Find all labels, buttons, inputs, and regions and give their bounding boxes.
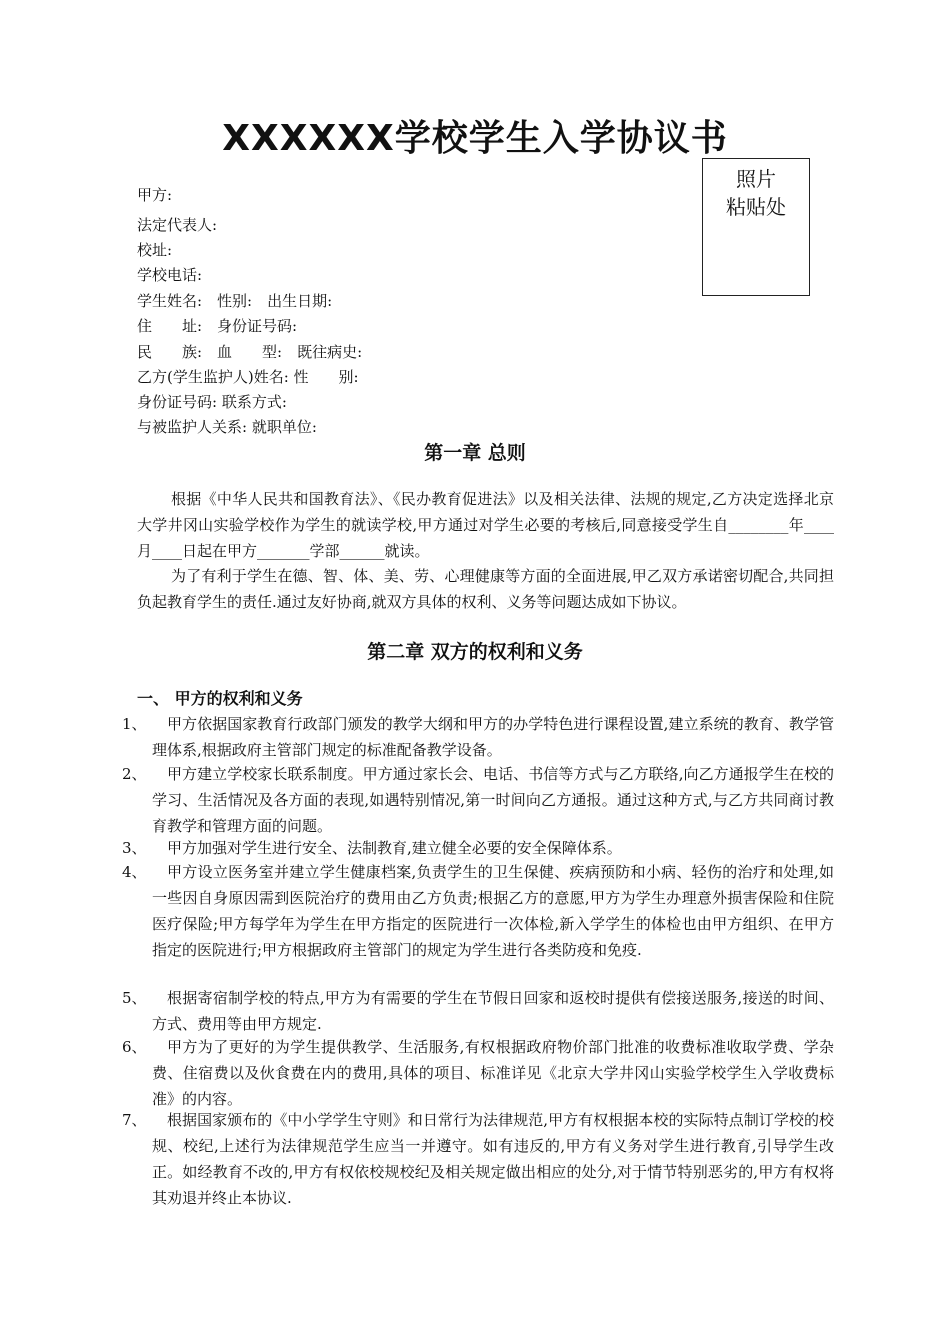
chapter-2-title: 第二章 双方的权利和义务 [367,641,583,663]
item-text: 甲方为了更好的为学生提供教学、生活服务,有权根据政府物价部门批准的收费标准收取学费、学杂费、住宿费以及伙食费在内的费用,具体的项目、标准详见《北京大学井冈山实验学校学生入学收费标准》的内容。 [152,1038,834,1108]
info-line: 校址: [137,241,173,259]
item-text: 甲方设立医务室并建立学生健康档案,负责学生的卫生保健、疾病预防和小病、轻伤的治疗和处理,如一些因自身原因需到医院治疗的费用由乙方负责;根据乙方的意愿,甲方为学生办理意外损害保险和住院医疗保险;甲方每学年为学生在甲方指定的医院进行一次体检,新入学学生的体检也由甲方组织、在甲方指定的医院进行;甲方根据政府主管部门的规定为学生进行各类防疫和免疫. [152,863,834,959]
item-text: 甲方建立学校家长联系制度。甲方通过家长会、电话、书信等方式与乙方联络,向乙方通报学生在校的学习、生活情况及各方面的表现,如遇特别情况,第一时间向乙方通报。通过这种方式,与乙方共同商讨教育教学和管理方面的问题。 [152,765,834,835]
photo-label: 照片 [736,167,776,191]
item-number: 3、 [122,839,147,857]
list-item [122,859,834,963]
item-number: 7、 [122,1111,147,1129]
item-number: 1、 [122,715,147,733]
list-item [122,711,834,763]
info-line: 身份证号码: 联系方式: [137,393,287,411]
info-line: 法定代表人: [137,216,218,234]
info-line: 学校电话: [137,266,203,284]
chapter-1-title: 第一章 总则 [424,442,526,464]
info-line: 与被监护人关系: 就职单位: [137,418,317,436]
list-item [122,1107,834,1211]
item-number: 2、 [122,765,147,783]
item-number: 6、 [122,1038,147,1056]
list-item [122,1034,834,1112]
item-number: 5、 [122,989,147,1007]
chapter-1-paragraph: 为了有利于学生在德、智、体、美、劳、心理健康等方面的全面进展,甲乙双方承诺密切配合,共同担负起教育学生的责任.通过友好协商,就双方具体的权利、义务等问题达成如下协议。 [137,567,834,611]
list-item [122,761,834,839]
photo-placeholder-box [702,158,810,296]
item-text: 甲方依据国家教育行政部门颁发的教学大纲和甲方的办学特色进行课程设置,建立系统的教育、教学管理体系,根据政府主管部门规定的标准配备教学设备。 [152,715,834,759]
photo-label-sub: 粘贴处 [726,195,786,219]
list-item [122,985,834,1037]
item-text: 根据国家颁布的《中小学学生守则》和日常行为法律规范,甲方有权根据本校的实际特点制订学校的校规、校纪,上述行为法律规范学生应当一并遵守。如有违反的,甲方有义务对学生进行教育,引导学生改正。如经教育不改的,甲方有权依校规校纪及相关规定做出相应的处分,对于情节特别恶劣的,甲方有权将其劝退并终止本协议. [152,1111,834,1207]
info-line: 民 族: 血 型: 既往病史: [137,343,363,361]
list-item [122,835,834,861]
section-title: 一、 甲方的权利和义务 [137,689,303,708]
info-line: 甲方: [137,186,173,204]
info-line: 住 址: 身份证号码: [137,317,298,335]
item-text: 根据寄宿制学校的特点,甲方为有需要的学生在节假日回家和返校时提供有偿接送服务,接送的时间、方式、费用等由甲方规定. [152,989,834,1033]
info-line: 乙方(学生监护人)姓名: 性 别: [137,368,359,386]
item-text: 甲方加强对学生进行安全、法制教育,建立健全必要的安全保障体系。 [167,839,622,857]
chapter-1-paragraph: 根据《中华人民共和国教育法》、《民办教育促进法》以及相关法律、法规的规定,乙方决定选择北京大学井冈山实验学校作为学生的就读学校,甲方通过对学生必要的考核后,同意接受学生自________年____月____日起在甲方_______学部______就读。 [137,490,834,560]
document-title: XXXXXX学校学生入学协议书 [222,118,728,159]
info-line: 学生姓名: 性别: 出生日期: [137,292,333,310]
item-number: 4、 [122,863,147,881]
